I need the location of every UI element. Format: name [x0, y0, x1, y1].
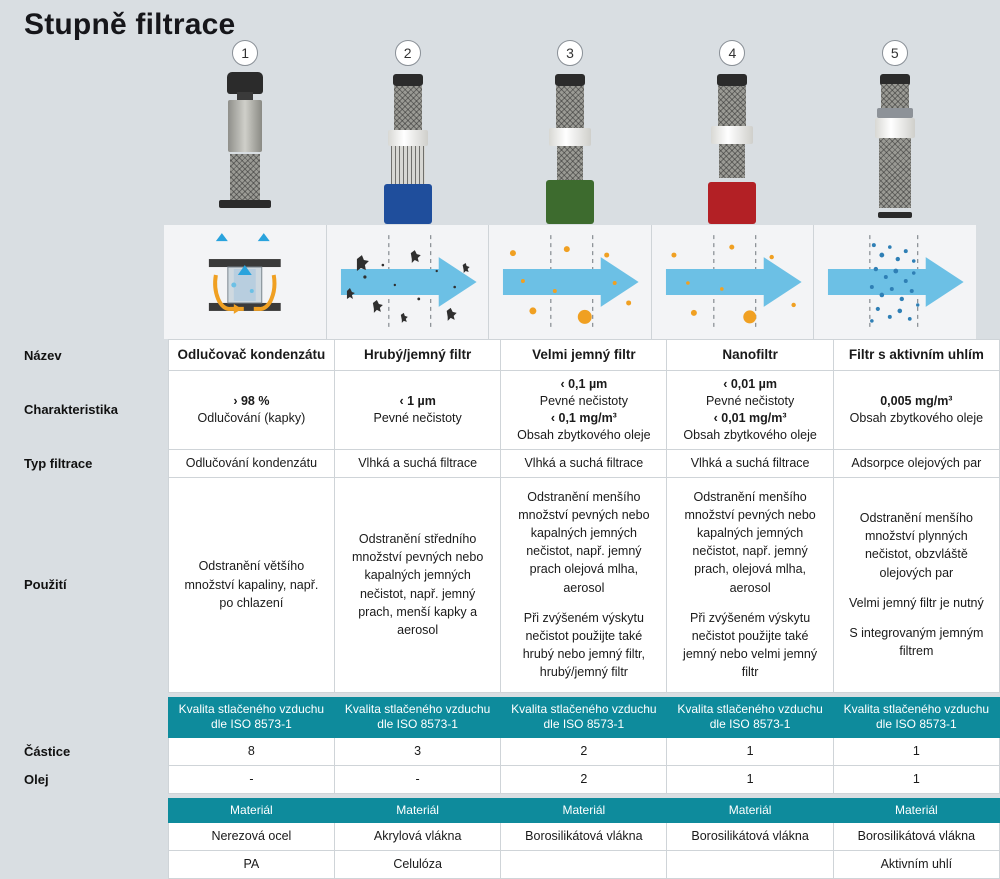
table-row-material-header — [0, 798, 1000, 823]
row-label-blank — [0, 851, 168, 879]
cell-usage-4 — [667, 477, 833, 692]
filter-mesh-icon — [230, 154, 260, 200]
characteristics-line: Obsah zbytkového oleje — [849, 410, 984, 425]
filter-foot-icon — [219, 200, 271, 208]
table-row-material-1 — [0, 823, 1000, 851]
cell-usage-2 — [335, 477, 501, 692]
filter-illustration-3 — [537, 72, 603, 224]
table-row-filtration-type — [0, 449, 1000, 477]
filter-mesh-icon — [557, 146, 583, 180]
cell-characteristics-1 — [168, 371, 334, 450]
row-label-particles: Částice — [0, 737, 168, 765]
row-label-blank — [0, 697, 168, 737]
usage-paragraph: Velmi jemný filtr je nutný — [848, 595, 984, 610]
flow-diagram-4 — [652, 225, 815, 339]
cell-particles-5: 1 — [833, 737, 999, 765]
row-label-name: Název — [0, 340, 168, 371]
filter-illustration-2 — [375, 72, 441, 224]
flow-diagram-5 — [814, 225, 976, 339]
carbon-filter-flow-icon — [814, 225, 976, 339]
filter-body-icon — [228, 100, 262, 152]
cell-quality-header-2: Kvalita stlačeného vzduchu dle ISO 8573-1 — [335, 697, 501, 737]
cell-material-1a: Nerezová ocel — [168, 823, 334, 851]
cell-oil-2: - — [335, 765, 501, 793]
characteristics-line: Pevné nečistoty — [539, 394, 628, 409]
usage-paragraph: Při zvýšeném výskytu nečistot použijte také jemný nebo velmi jemný filtr — [683, 610, 818, 680]
usage-paragraph: Odstranění středního množství pevných nebo kapalných jemných nečistot, např. jemný prach, menší kapky a aerosol — [351, 532, 484, 637]
filter-illustration-1 — [212, 72, 278, 224]
cell-usage-1 — [168, 477, 334, 692]
cell-filtration-type-1: Odlučování kondenzátu — [168, 449, 334, 477]
filter-bowl-icon — [708, 182, 756, 224]
characteristics-line: Obsah zbytkového oleje — [517, 427, 651, 442]
cell-filtration-type-3: Vlhká a suchá filtrace — [501, 449, 667, 477]
filter-mesh-icon — [394, 86, 422, 130]
flow-diagram-strip — [164, 225, 976, 339]
cell-material-3b — [501, 851, 667, 879]
cell-oil-4: 1 — [667, 765, 833, 793]
cell-filtration-type-4: Vlhká a suchá filtrace — [667, 449, 833, 477]
cell-usage-5 — [833, 477, 999, 692]
cell-filtration-type-5: Adsorpce olejových par — [833, 449, 999, 477]
cell-material-3a: Borosilikátová vlákna — [501, 823, 667, 851]
filter-body-icon — [877, 108, 913, 118]
flow-diagram-1 — [164, 225, 327, 339]
cell-material-1b: PA — [168, 851, 334, 879]
characteristics-line: ‹ 0,1 µm — [560, 377, 608, 392]
fine-filter-flow-icon — [489, 225, 651, 339]
cell-oil-1: - — [168, 765, 334, 793]
filter-mesh-icon — [879, 138, 911, 208]
filter-mesh-icon — [719, 144, 745, 178]
characteristics-line: ‹ 1 µm — [399, 394, 436, 409]
filter-cap-icon — [555, 74, 585, 86]
cell-filtration-type-2: Vlhká a suchá filtrace — [335, 449, 501, 477]
filter-mesh-icon — [881, 84, 909, 108]
cell-particles-3: 2 — [501, 737, 667, 765]
usage-paragraph: Odstranění menšího množství pevných nebo kapalných jemných nečistot, např. jemný prach olejová mlha, aerosol — [518, 489, 650, 595]
product-badge-1: 1 — [232, 40, 258, 66]
table-row-quality-header — [0, 697, 1000, 737]
cell-quality-header-4: Kvalita stlačeného vzduchu dle ISO 8573-1 — [667, 697, 833, 737]
row-label-filtration-type: Typ filtrace — [0, 449, 168, 477]
cell-material-2a: Akrylová vlákna — [335, 823, 501, 851]
characteristics-line: Pevné nečistoty — [373, 410, 462, 425]
cell-material-4b — [667, 851, 833, 879]
characteristics-line: Obsah zbytkového oleje — [683, 427, 817, 442]
cell-quality-header-5: Kvalita stlačeného vzduchu dle ISO 8573-1 — [833, 697, 999, 737]
nanofilter-flow-icon — [652, 225, 814, 339]
cell-material-5b: Aktivním uhlí — [833, 851, 999, 879]
flow-diagram-2 — [327, 225, 490, 339]
filter-cap-icon — [227, 72, 263, 94]
filter-body-icon — [549, 128, 591, 146]
separator-flow-icon — [164, 225, 326, 339]
coarse-filter-flow-icon — [327, 225, 489, 339]
cell-particles-2: 3 — [335, 737, 501, 765]
cell-material-header-2: Materiál — [335, 798, 501, 823]
cell-characteristics-4 — [667, 371, 833, 450]
filter-mesh-icon — [718, 86, 746, 126]
table-row-usage — [0, 477, 1000, 692]
cell-quality-header-3: Kvalita stlačeného vzduchu dle ISO 8573-1 — [501, 697, 667, 737]
table-row-name — [0, 340, 1000, 371]
filter-cap-icon — [717, 74, 747, 86]
product-1 — [164, 40, 326, 225]
row-label-characteristics: Charakteristika — [0, 371, 168, 450]
filter-foot-icon — [878, 212, 912, 218]
characteristics-line: Odlučování (kapky) — [197, 410, 306, 425]
filtration-stages-table — [0, 339, 1000, 879]
cell-material-header-5: Materiál — [833, 798, 999, 823]
usage-paragraph: Odstranění menšího množství pevných nebo kapalných jemných nečistot, např. jemný prach, olejová mlha, aerosol — [684, 489, 816, 595]
characteristics-line: ‹ 0,01 mg/m³ — [713, 410, 787, 425]
cell-quality-header-1: Kvalita stlačeného vzduchu dle ISO 8573-1 — [168, 697, 334, 737]
usage-paragraph: Při zvýšeném výskytu nečistot použijte také hrubý nebo jemný filtr, hrubý/jemný filtr — [522, 610, 646, 680]
filter-mesh-icon — [556, 86, 584, 130]
product-badge-4: 4 — [719, 40, 745, 66]
usage-paragraph: S integrovaným jemným filtrem — [849, 625, 984, 658]
flow-diagram-3 — [489, 225, 652, 339]
product-3 — [489, 40, 651, 225]
cell-oil-3: 2 — [501, 765, 667, 793]
row-label-oil: Olej — [0, 765, 168, 793]
cell-material-2b: Celulóza — [335, 851, 501, 879]
table-row-oil — [0, 765, 1000, 793]
page-title: Stupně filtrace — [24, 8, 236, 41]
cell-oil-5: 1 — [833, 765, 999, 793]
product-4 — [651, 40, 813, 225]
filter-bowl-icon — [384, 184, 432, 224]
filter-body-icon — [875, 118, 915, 138]
cell-particles-4: 1 — [667, 737, 833, 765]
product-badge-3: 3 — [557, 40, 583, 66]
cell-characteristics-3 — [501, 371, 667, 450]
cell-particles-1: 8 — [168, 737, 334, 765]
usage-paragraph: Odstranění většího množství kapaliny, např. po chlazení — [184, 559, 319, 610]
characteristics-line: Pevné nečistoty — [705, 394, 795, 409]
product-badge-5: 5 — [882, 40, 908, 66]
row-label-blank — [0, 798, 168, 823]
characteristics-line: › 98 % — [233, 394, 270, 409]
cell-characteristics-2 — [335, 371, 501, 450]
cell-material-header-1: Materiál — [168, 798, 334, 823]
filter-pleat-icon — [391, 146, 425, 184]
cell-usage-3 — [501, 477, 667, 692]
characteristics-line: ‹ 0,01 µm — [723, 377, 777, 392]
cell-name-4: Nanofiltr — [667, 340, 833, 371]
cell-material-header-4: Materiál — [667, 798, 833, 823]
filter-cap-icon — [393, 74, 423, 86]
table-row-particles — [0, 737, 1000, 765]
characteristics-line: ‹ 0,1 mg/m³ — [550, 410, 617, 425]
filter-body-icon — [388, 130, 428, 146]
cell-characteristics-5 — [833, 371, 999, 450]
filter-illustration-5 — [862, 72, 928, 224]
row-label-blank — [0, 823, 168, 851]
product-image-row — [164, 40, 976, 225]
product-2 — [326, 40, 488, 225]
filter-bowl-icon — [546, 180, 594, 224]
cell-material-5a: Borosilikátová vlákna — [833, 823, 999, 851]
cell-material-4a: Borosilikátová vlákna — [667, 823, 833, 851]
table-row-material-2 — [0, 851, 1000, 879]
cell-material-header-3: Materiál — [501, 798, 667, 823]
cell-name-3: Velmi jemný filtr — [501, 340, 667, 371]
usage-paragraph: Odstranění menšího množství plynných nečistot, obzvláště olejových par — [859, 511, 973, 580]
filter-illustration-4 — [699, 72, 765, 224]
table-row-characteristics — [0, 371, 1000, 450]
row-label-usage: Použití — [0, 477, 168, 692]
cell-name-5: Filtr s aktivním uhlím — [833, 340, 999, 371]
cell-name-2: Hrubý/jemný filtr — [335, 340, 501, 371]
filter-body-icon — [711, 126, 753, 144]
product-5 — [814, 40, 976, 225]
cell-name-1: Odlučovač kondenzátu — [168, 340, 334, 371]
product-badge-2: 2 — [395, 40, 421, 66]
characteristics-line: 0,005 mg/m³ — [880, 394, 953, 409]
